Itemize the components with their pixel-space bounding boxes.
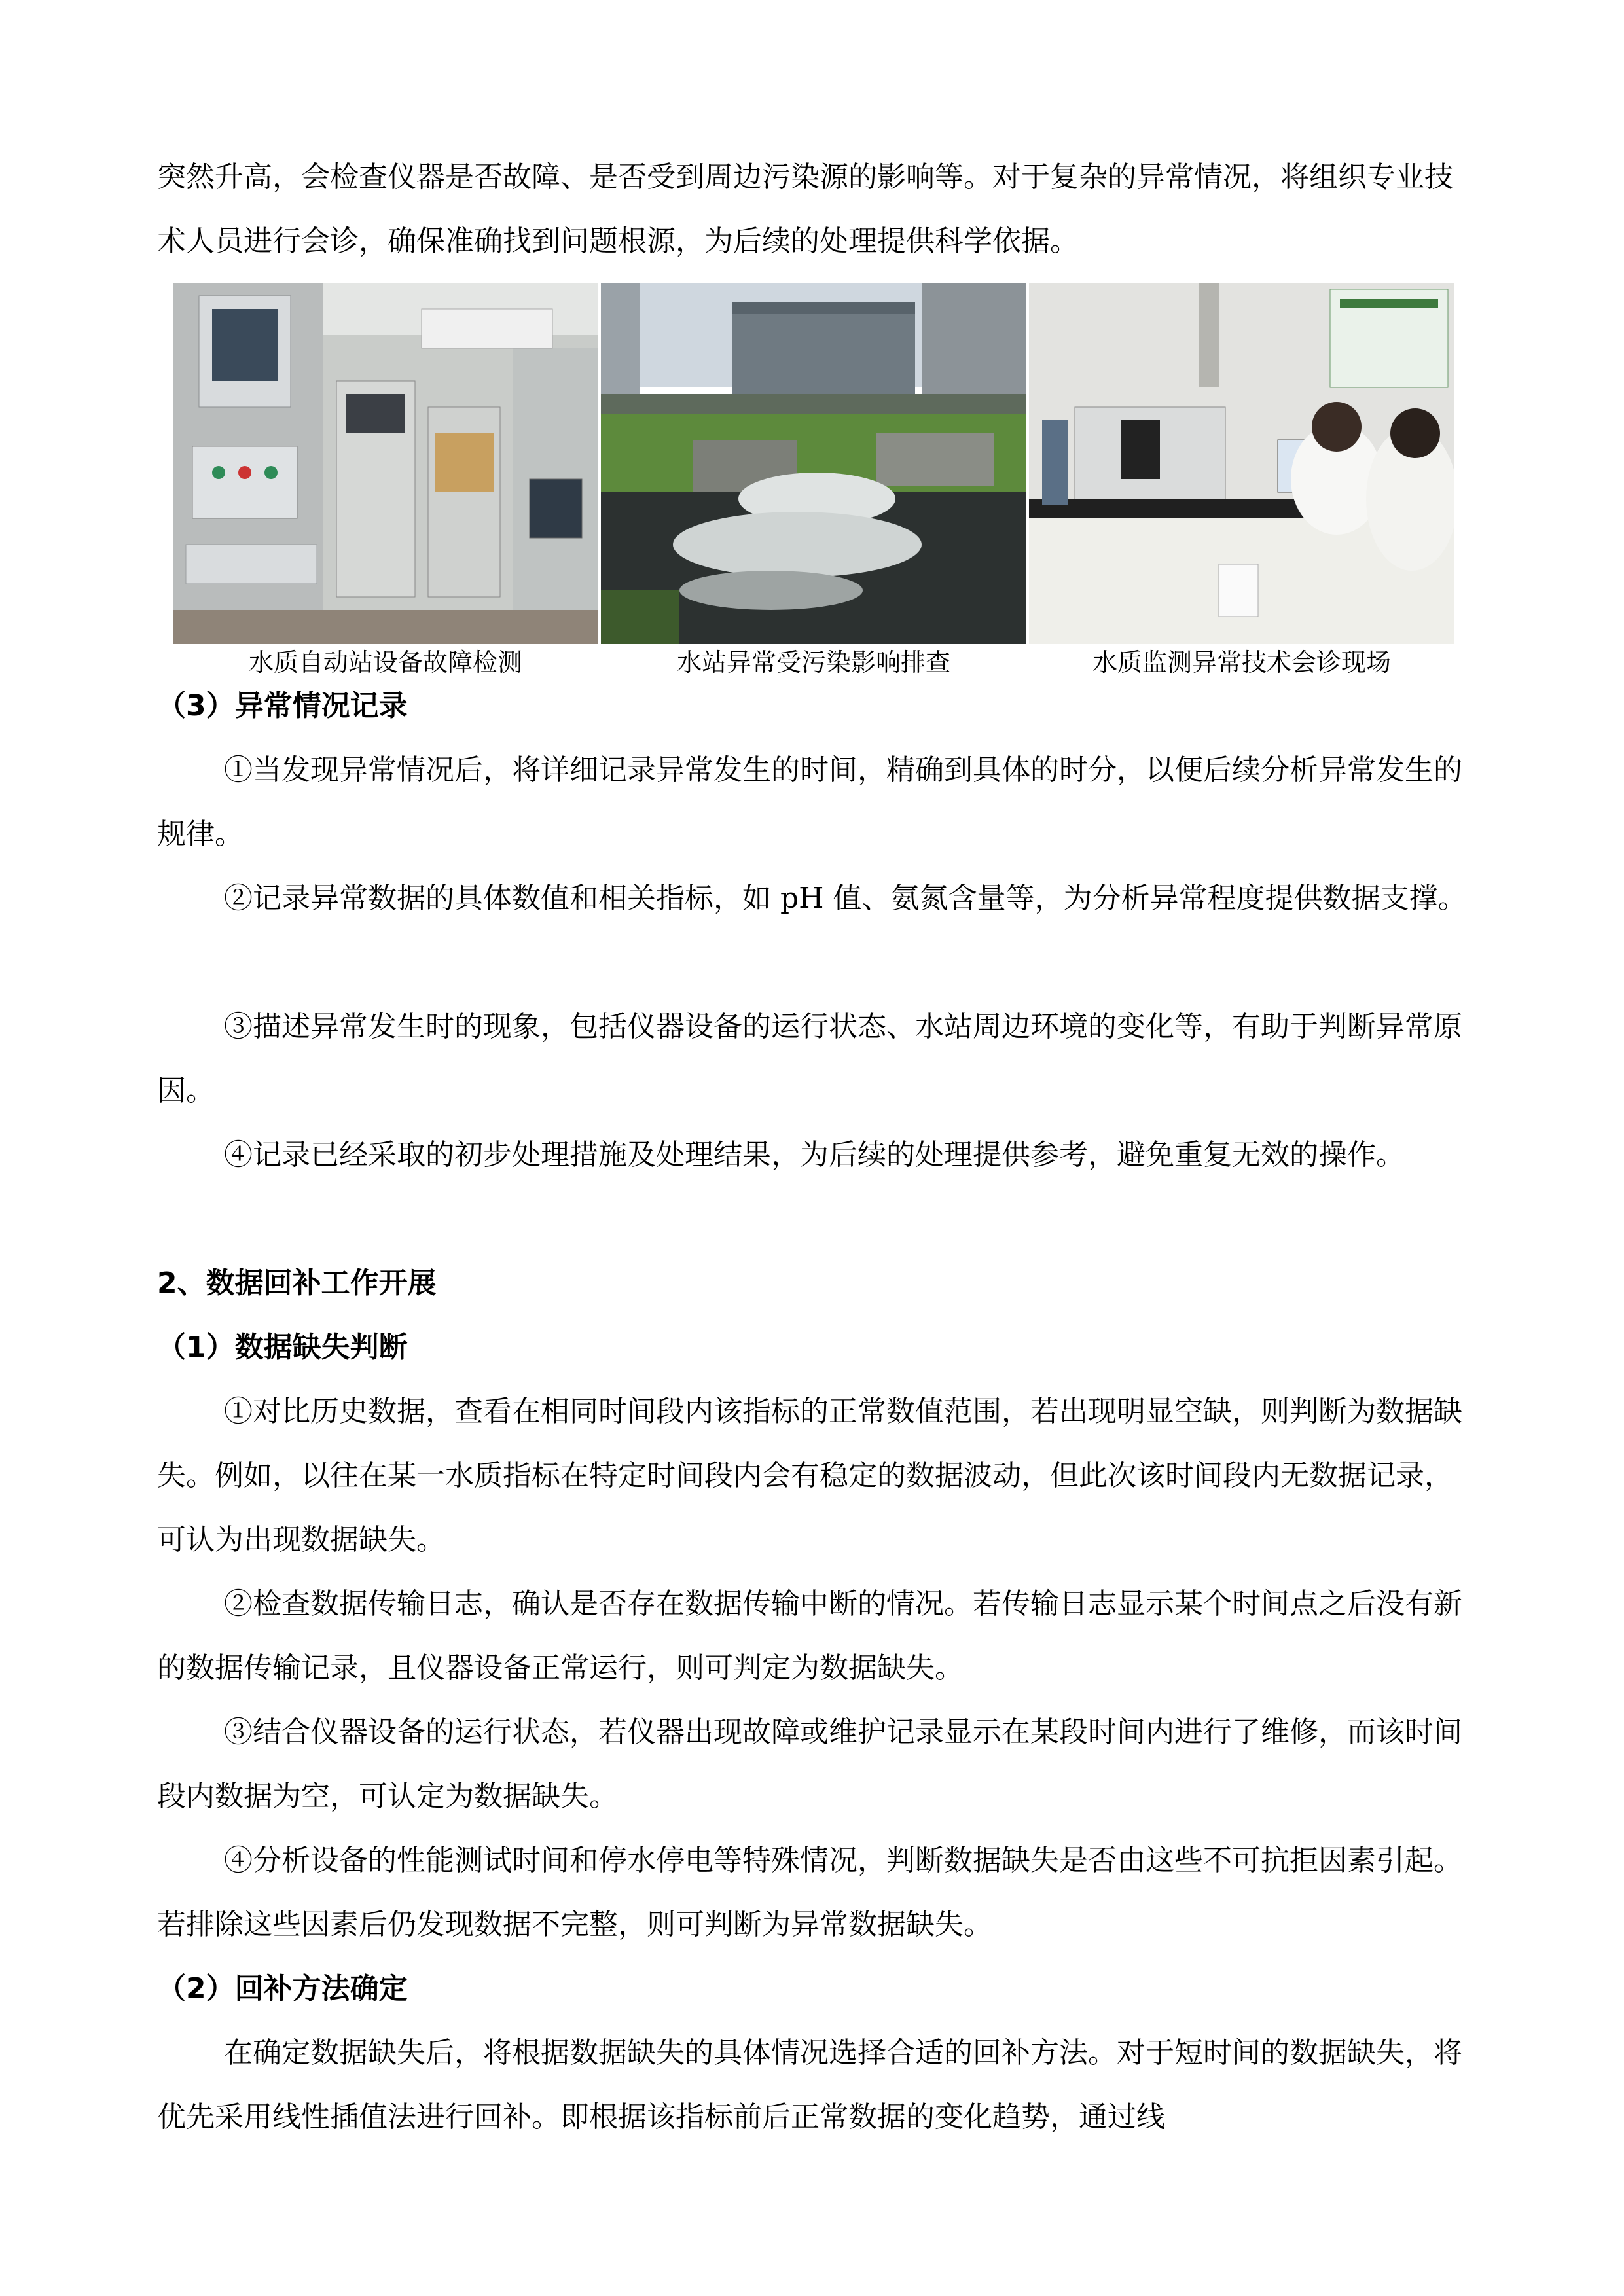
intro-paragraph: 突然升高，会检查仪器是否故障、是否受到周边污染源的影响等。对于复杂的异常情况，将组织专业技术人员进行会诊，确保准确找到问题根源，为后续的处理提供科学依据。 — [157, 160, 1453, 258]
paragraph-item: ④分析设备的性能测试时间和停水停电等特殊情况，判断数据缺失是否由这些不可抗拒因素引起。若排除这些因素后仍发现数据不完整，则可判断为异常数据缺失。 — [157, 1844, 1462, 1941]
paragraph-item: ④记录已经采取的初步处理措施及处理结果，为后续的处理提供参考，避免重复无效的操作。 — [224, 1138, 1405, 1172]
polluted-outfall-photo — [601, 283, 1026, 644]
paragraph-item: ③结合仪器设备的运行状态，若仪器出现故障或维护记录显示在某段时间内进行了维修，而该时间段内数据为空，可认定为数据缺失。 — [157, 1715, 1462, 1813]
paragraph-item: ①对比历史数据，查看在相同时间段内该指标的正常数值范围，若出现明显空缺，则判断为数据缺失。例如，以往在某一水质指标在特定时间段内会有稳定的数据波动，但此次该时间段内无数据记录，可认为出现数据缺失。 — [157, 1395, 1462, 1556]
paragraph-item: 在确定数据缺失后，将根据数据缺失的具体情况选择合适的回补方法。对于短时间的数据缺失，将优先采用线性插值法进行回补。即根据该指标前后正常数据的变化趋势，通过线 — [157, 2036, 1462, 2134]
paragraph-item: ②记录异常数据的具体数值和相关指标，如 pH 值、氨氮含量等，为分析异常程度提供数据支撑。 — [224, 882, 1467, 915]
figure-caption-3: 水质监测异常技术会诊现场 — [1092, 648, 1391, 677]
figure-caption-1: 水质自动站设备故障检测 — [248, 648, 522, 677]
equipment-room-photo — [173, 283, 598, 644]
heading-backfill-method: （2）回补方法确定 — [157, 1972, 408, 2005]
heading-data-backfill: 2、数据回补工作开展 — [157, 1266, 437, 1300]
lab-consultation-photo — [1029, 283, 1454, 644]
figure-caption-2: 水站异常受污染影响排查 — [676, 648, 950, 677]
paragraph-item: ③描述异常发生时的现象，包括仪器设备的运行状态、水站周边环境的变化等，有助于判断异常原因。 — [157, 1010, 1462, 1107]
paragraph-item: ①当发现异常情况后，将详细记录异常发生的时间，精确到具体的时分，以便后续分析异常发生的规律。 — [157, 753, 1462, 851]
heading-anomaly-record: （3）异常情况记录 — [157, 689, 408, 723]
heading-missing-data: （1）数据缺失判断 — [157, 1331, 408, 1364]
paragraph-item: ②检查数据传输日志，确认是否存在数据传输中断的情况。若传输日志显示某个时间点之后没有新的数据传输记录，且仪器设备正常运行，则可判定为数据缺失。 — [157, 1587, 1462, 1685]
